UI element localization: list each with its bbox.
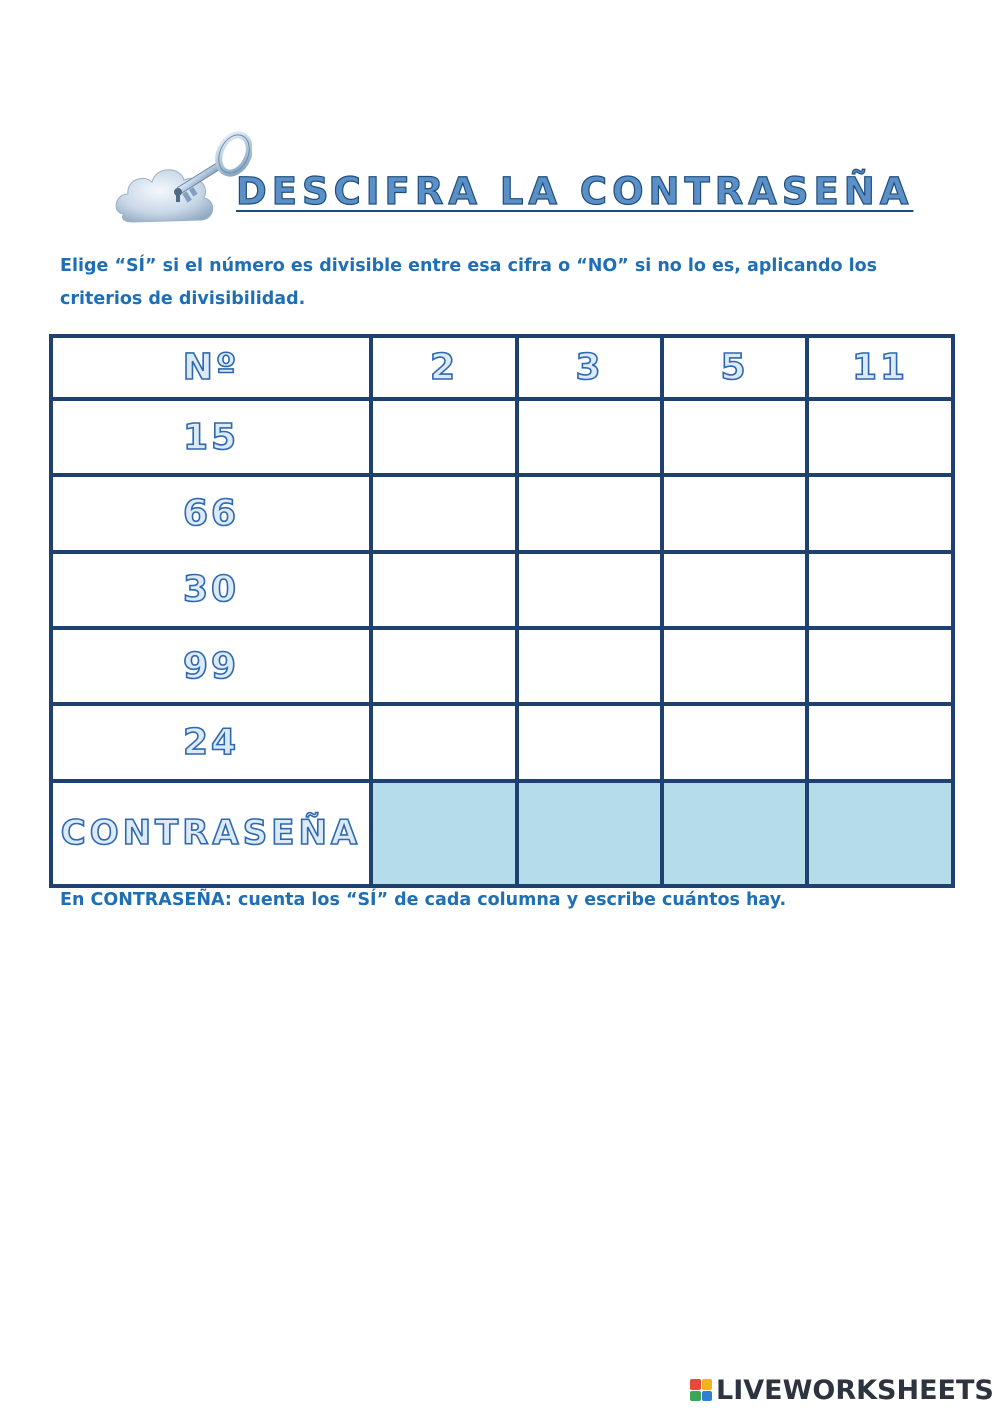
liveworksheets-logo-icon (690, 1379, 712, 1401)
answer-cell[interactable] (662, 704, 807, 780)
answer-cell[interactable] (807, 628, 953, 704)
answer-cell[interactable] (371, 704, 517, 780)
brand-name: LIVEWORKSHEETS (716, 1374, 994, 1406)
row-number-cell (51, 475, 371, 551)
answer-cell[interactable] (371, 628, 517, 704)
header-cell-3 (517, 336, 662, 399)
row-number-cell (51, 399, 371, 475)
table-row (51, 552, 953, 628)
answer-cell[interactable] (371, 552, 517, 628)
instructions-text: Elige “SÍ” si el número es divisible entre esa cifra o “NO” si no lo es, aplicando los criterios de divisibilidad. (60, 256, 878, 309)
row-number: 15 (182, 416, 240, 458)
answer-cell[interactable] (517, 704, 662, 780)
header-label: 2 (429, 346, 459, 388)
answer-cell[interactable] (662, 475, 807, 551)
header-label: 5 (720, 346, 749, 388)
row-number: 30 (182, 569, 240, 611)
password-label: CONTRASEÑA (60, 813, 362, 854)
password-label-cell (51, 781, 371, 886)
answer-cell[interactable] (807, 704, 953, 780)
header-cell-5 (662, 336, 807, 399)
row-number-cell (51, 552, 371, 628)
password-row (51, 781, 953, 886)
answer-cell[interactable] (371, 399, 517, 475)
row-number-cell (51, 628, 371, 704)
header-label: Nº (182, 346, 240, 388)
password-answer-cell[interactable] (371, 781, 517, 886)
table-row (51, 704, 953, 780)
header-cell-2 (371, 336, 517, 399)
answer-cell[interactable] (517, 552, 662, 628)
answer-cell[interactable] (662, 552, 807, 628)
table-header-row (51, 336, 953, 399)
answer-cell[interactable] (807, 475, 953, 551)
footnote-text: En CONTRASEÑA: cuenta los “SÍ” de cada columna y escribe cuántos hay. (60, 890, 787, 910)
brand-footer (690, 1373, 994, 1407)
row-number: 99 (182, 645, 240, 687)
divisibility-table (49, 334, 955, 888)
answer-cell[interactable] (517, 399, 662, 475)
table-row (51, 628, 953, 704)
answer-cell[interactable] (807, 552, 953, 628)
header-label: 3 (575, 346, 604, 388)
answer-cell[interactable] (662, 399, 807, 475)
password-answer-cell[interactable] (662, 781, 807, 886)
password-answer-cell[interactable] (517, 781, 662, 886)
page-title: DESCIFRA LA CONTRASEÑA (236, 170, 914, 213)
cloud-key-icon (112, 122, 252, 232)
password-answer-cell[interactable] (807, 781, 953, 886)
row-number: 24 (182, 722, 240, 764)
answer-cell[interactable] (517, 628, 662, 704)
answer-cell[interactable] (517, 475, 662, 551)
answer-cell[interactable] (371, 475, 517, 551)
table-row (51, 399, 953, 475)
header-cell-11 (807, 336, 953, 399)
answer-cell[interactable] (662, 628, 807, 704)
header-cell-number (51, 336, 371, 399)
answer-cell[interactable] (807, 399, 953, 475)
row-number: 66 (182, 492, 240, 534)
header-label: 11 (851, 346, 909, 388)
table-row (51, 475, 953, 551)
row-number-cell (51, 704, 371, 780)
